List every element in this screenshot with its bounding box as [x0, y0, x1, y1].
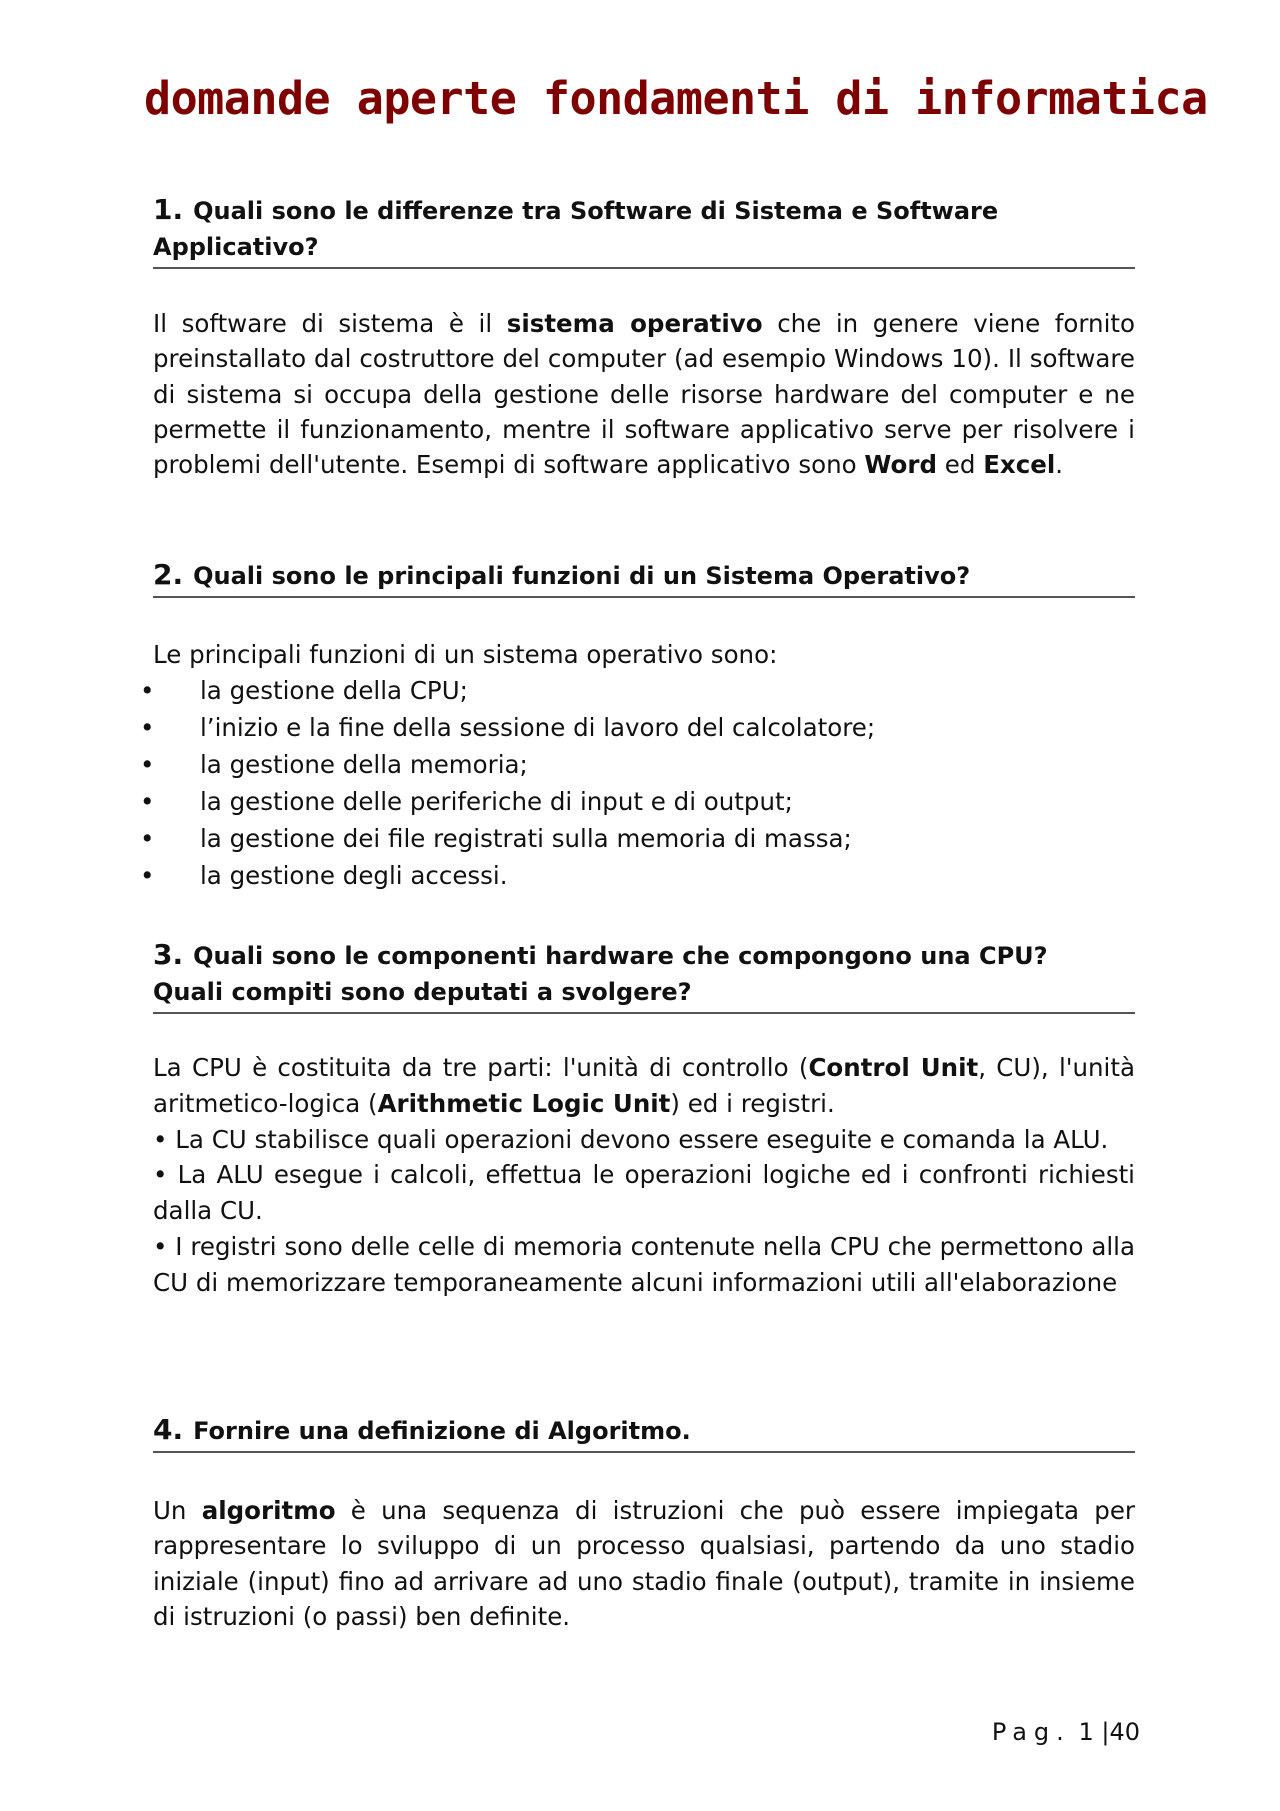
question-text: Quali compiti sono deputati a svolgere?: [153, 978, 692, 1006]
page-number: 1: [1078, 1718, 1094, 1746]
question-2: [153, 557, 1135, 598]
text-run: • La ALU esegue i calcoli, effettua le operazioni logiche ed i confronti richiesti dalla CU.: [153, 1160, 1135, 1226]
question-text: Quali sono le principali funzioni di un Sistema Operativo?: [193, 562, 971, 590]
bold-text: Word: [864, 450, 937, 480]
bullet-icon: •: [140, 861, 155, 890]
answer-4: [153, 1493, 1135, 1634]
text-run: ) ed i registri.: [670, 1088, 835, 1118]
bullet-icon: •: [140, 713, 155, 742]
question-4: [153, 1412, 1135, 1453]
page-separator: |: [1101, 1718, 1110, 1746]
text-run: è una sequenza di istruzioni che può essere impiegata per rappresentare lo sviluppo di un processo qualsiasi, partendo da uno stadio iniziale (input) fino ad arrivare ad uno stadio finale (output), tramite in insieme di istruzioni (o passi) ben definite.: [153, 1496, 1136, 1631]
document-title: domande aperte fondamenti di informatica: [144, 72, 1208, 125]
bullet-icon: •: [140, 824, 155, 853]
text-run: • La CU stabilisce quali operazioni devono essere eseguite e comanda la ALU.: [153, 1124, 1109, 1154]
list-item-text: la gestione delle periferiche di input e di output;: [200, 787, 793, 816]
bold-text: algoritmo: [201, 1496, 336, 1525]
list-item-text: l’inizio e la fine della sessione di lavoro del calcolatore;: [200, 713, 876, 742]
text-run: .: [1055, 450, 1064, 480]
question-1: [153, 192, 1135, 269]
text-run: ed: [936, 450, 984, 480]
list-item-text: la gestione degli accessi.: [200, 861, 508, 890]
bullet-icon: •: [140, 750, 155, 779]
text-run: Un: [153, 1496, 202, 1525]
question-3: [153, 937, 1135, 1014]
question-text: Quali sono le componenti hardware che compongono una CPU?: [193, 942, 1048, 970]
question-number: 4.: [153, 1413, 184, 1446]
bold-text: Arithmetic Logic Unit: [377, 1088, 671, 1118]
list-item-text: la gestione della CPU;: [200, 676, 468, 705]
answer-3: [153, 1050, 1135, 1301]
question-text: Applicativo?: [153, 233, 319, 261]
text-run: La CPU è costituita da tre parti: l'unità di controllo (: [153, 1053, 809, 1082]
list-item: [140, 672, 1140, 709]
question-number: 3.: [153, 938, 184, 971]
page-total: 40: [1109, 1718, 1140, 1746]
text-run: che in genere viene fornito preinstallato dal costruttore del computer (ad esempio Windows 10). Il software di sistema si occupa della gestione delle risorse hardware del computer e ne permette il funzionamento, mentre il software applicativo serve per risolvere i problemi dell'utente. Esempi di software applicativo sono: [153, 309, 1135, 480]
bold-text: Excel: [983, 450, 1056, 480]
list-item: [140, 820, 1140, 857]
text-run: Il software di sistema è il: [153, 309, 507, 338]
text-run: , CU), l'unità aritmetico-logica (: [153, 1053, 1135, 1118]
answer-2-intro: Le principali funzioni di un sistema operativo sono:: [153, 640, 778, 669]
page-footer: [992, 1718, 1140, 1746]
bullet-icon: •: [140, 787, 155, 816]
text-run: • I registri sono delle celle di memoria contenute nella CPU che permettono alla CU di memorizzare temporaneamente alcuni informazioni utili all'elaborazione: [153, 1231, 1135, 1297]
bold-text: sistema operativo: [506, 309, 763, 338]
list-item: [140, 857, 1140, 894]
question-number: 2.: [153, 558, 184, 591]
functions-list: [140, 672, 1140, 894]
list-item: [140, 709, 1140, 746]
question-text: Fornire una definizione di Algoritmo.: [193, 1417, 691, 1445]
answer-1: [153, 306, 1135, 482]
question-number: 1.: [153, 193, 184, 226]
list-item-text: la gestione dei file registrati sulla memoria di massa;: [200, 824, 852, 853]
question-text: Quali sono le differenze tra Software di Sistema e Software: [193, 197, 999, 225]
list-item-text: la gestione della memoria;: [200, 750, 528, 779]
list-item: [140, 746, 1140, 783]
list-item: [140, 783, 1140, 820]
bold-text: Control Unit: [808, 1053, 979, 1082]
page-label: Pag.: [991, 1718, 1071, 1746]
bullet-icon: •: [140, 676, 155, 705]
